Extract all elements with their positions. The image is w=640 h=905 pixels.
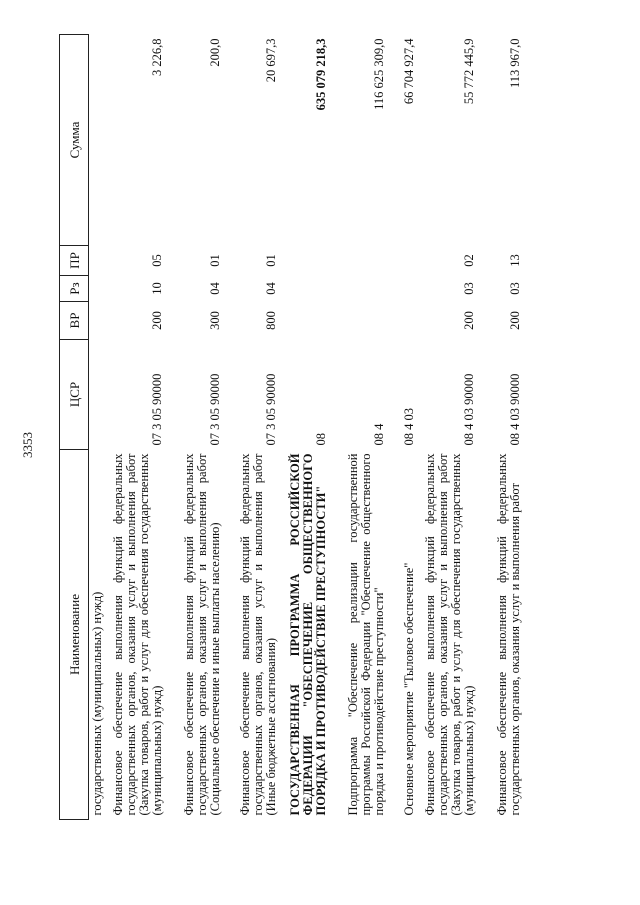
cell-name: Финансовое обеспечение выполнения функций федеральных государственных органов, оказания услуг и выполнения работ (Социальное обеспечение и иные выплаты населению) xyxy=(182,453,222,816)
cell-vr: 300 xyxy=(208,311,222,330)
cell-rz xyxy=(331,276,389,302)
cell-csr: 07 3 05 90000 xyxy=(264,373,278,446)
table-row xyxy=(389,35,419,820)
header-rz: Рз xyxy=(60,276,89,302)
page-number: 3353 xyxy=(20,432,35,458)
table-row xyxy=(331,35,389,820)
cell-pr xyxy=(331,246,389,276)
cell-rz: 04 xyxy=(208,282,222,295)
cell-vr xyxy=(89,302,108,340)
cell-name: Финансовое обеспечение выполнения функций федеральных государственных органов, оказания услуг и выполнения работ xyxy=(495,453,522,816)
cell-vr xyxy=(331,302,389,340)
cell-name: Финансовое обеспечение выполнения функций федеральных государственных органов, оказания услуг и выполнения работ (Закупка товаров, работ и услуг для обеспечения государственных (муниципальных) нужд) xyxy=(111,453,164,816)
cell-csr: 08 4 03 90000 xyxy=(508,373,522,446)
cell-name: Подпрограмма "Обеспечение реализации государственной программы Российской Федерации "Обеспечение общественного порядка и противодействие преступности" xyxy=(346,453,386,816)
cell-sum: 55 772 445,9 xyxy=(462,38,476,105)
cell-csr: 08 4 03 90000 xyxy=(462,373,476,446)
cell-pr: 05 xyxy=(150,254,164,267)
cell-name: Финансовое обеспечение выполнения функций федеральных государственных органов, оказания услуг и выполнения работ (Иные бюджетные ассигнования) xyxy=(238,453,278,816)
cell-vr: 800 xyxy=(264,311,278,330)
header-vr: ВР xyxy=(60,302,89,340)
cell-pr xyxy=(389,246,419,276)
cell-sum xyxy=(89,35,108,246)
cell-sum: 20 697,3 xyxy=(264,38,278,83)
cell-sum: 3 226,8 xyxy=(150,38,164,76)
cell-csr: 08 4 03 xyxy=(402,408,416,446)
table-header-row xyxy=(60,35,89,820)
cell-rz: 03 xyxy=(508,282,522,295)
header-pr: ПР xyxy=(60,246,89,276)
cell-rz: 03 xyxy=(462,282,476,295)
budget-table xyxy=(59,34,525,820)
table-row xyxy=(419,35,479,820)
cell-rz: 04 xyxy=(264,282,278,295)
cell-vr: 200 xyxy=(150,311,164,330)
cell-rz xyxy=(89,276,108,302)
table-row xyxy=(281,35,331,820)
header-name: Наименование xyxy=(60,450,89,820)
cell-pr xyxy=(89,246,108,276)
table-row xyxy=(167,35,225,820)
cell-pr xyxy=(281,246,331,276)
cell-csr: 08 4 xyxy=(372,423,386,446)
header-sum: Сумма xyxy=(60,35,89,246)
cell-pr: 02 xyxy=(462,254,476,267)
table-row xyxy=(479,35,525,820)
cell-pr: 01 xyxy=(208,254,222,267)
cell-csr: 08 xyxy=(314,433,328,446)
cell-sum: 66 704 927,4 xyxy=(402,38,416,105)
cell-pr: 13 xyxy=(508,254,522,267)
cell-name: государственных (муниципальных) нужд) xyxy=(90,591,104,816)
cell-csr: 07 3 05 90000 xyxy=(208,373,222,446)
table-row xyxy=(225,35,281,820)
cell-vr xyxy=(389,302,419,340)
cell-sum: 113 967,0 xyxy=(508,38,522,89)
cell-sum: 200,0 xyxy=(208,38,222,67)
cell-sum: 635 079 218,3 xyxy=(314,38,328,111)
table-row xyxy=(89,35,108,820)
cell-sum: 116 625 309,0 xyxy=(372,38,386,110)
cell-csr: 07 3 05 90000 xyxy=(150,373,164,446)
cell-name: Финансовое обеспечение выполнения функций федеральных государственных органов, оказания услуг и выполнения работ (Закупка товаров, работ и услуг для обеспечения государственных (муниципальных) нужд) xyxy=(423,453,476,816)
cell-rz xyxy=(281,276,331,302)
rotated-page-content xyxy=(59,35,609,820)
cell-rz xyxy=(389,276,419,302)
cell-vr: 200 xyxy=(508,311,522,330)
cell-pr: 01 xyxy=(264,254,278,267)
cell-csr xyxy=(89,340,108,450)
cell-rz: 10 xyxy=(150,282,164,295)
cell-name: ГОСУДАРСТВЕННАЯ ПРОГРАММА РОССИЙСКОЙ ФЕДЕРАЦИИ "ОБЕСПЕЧЕНИЕ ОБЩЕСТВЕННОГО ПОРЯДКА И ПРОТИВОДЕЙСТВИЕ ПРЕСТУПНОСТИ" xyxy=(288,453,328,816)
cell-vr: 200 xyxy=(462,311,476,330)
header-csr: ЦСР xyxy=(60,340,89,450)
cell-name: Основное мероприятие "Тыловое обеспечение" xyxy=(402,562,416,816)
table-row xyxy=(107,35,167,820)
cell-vr xyxy=(281,302,331,340)
